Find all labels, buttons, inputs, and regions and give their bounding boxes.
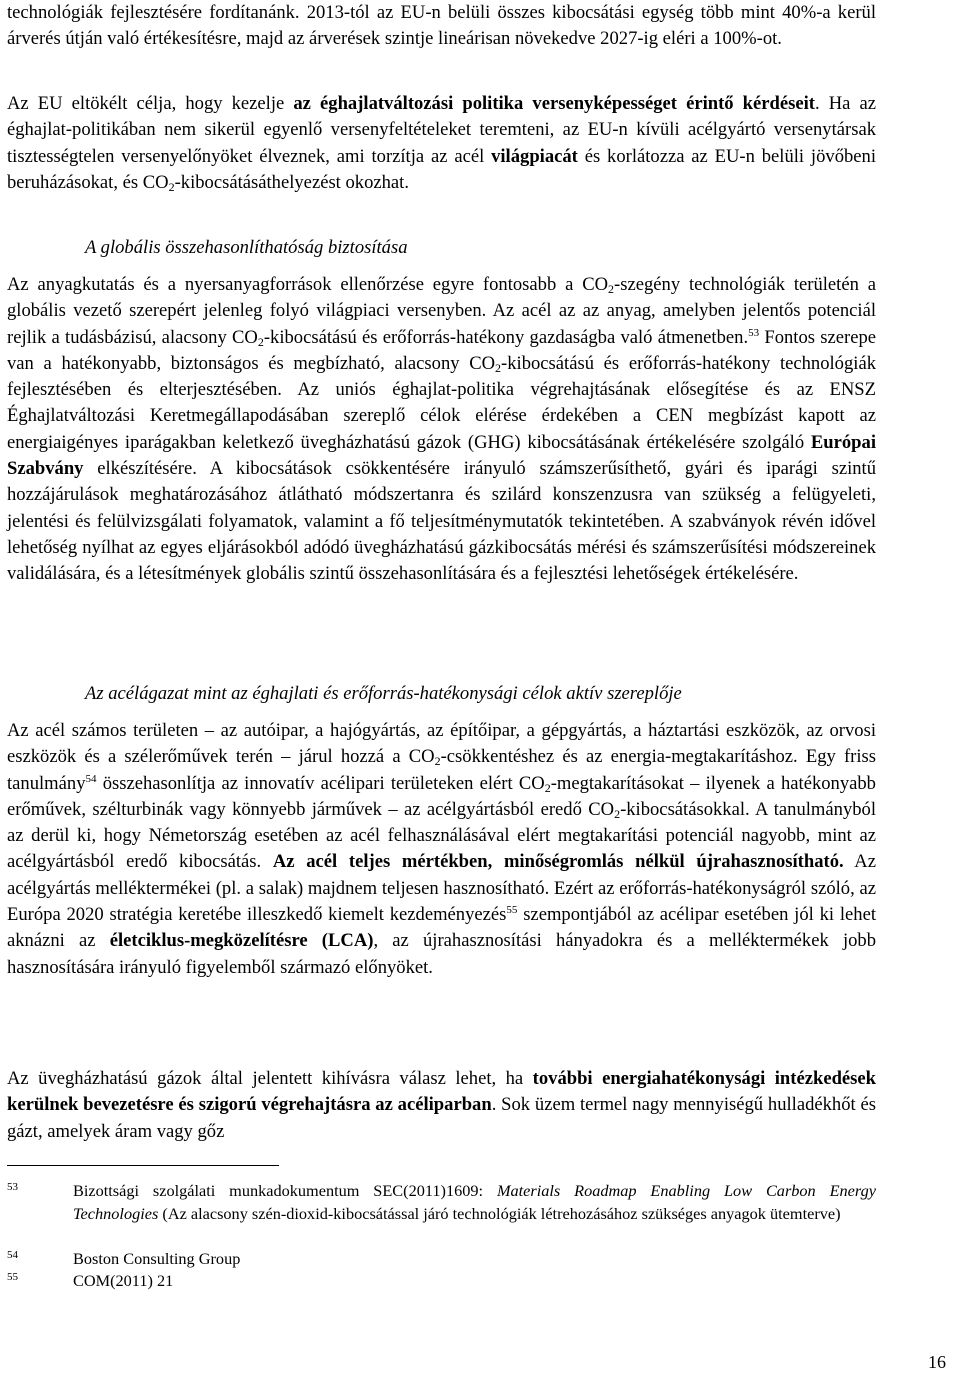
bold-phrase: Európai Szabvány: [7, 431, 876, 480]
section-heading-global-comparability: A globális összehasonlíthatóság biztosítása: [85, 237, 408, 258]
paragraph-text: Az anyagkutatás és a nyersanyagforrások ellenőrzése egyre fontosabb a CO: [7, 274, 609, 295]
paragraph-text: . Sok üzem termel nagy mennyiségű hulladékhőt és gázt, amelyek áram vagy gőz: [7, 1094, 876, 1142]
page-number: 16: [928, 1352, 946, 1372]
paragraph-text: -kibocsátású és erőforrás-hatékony gazdaságba való átmenetben.: [263, 326, 749, 348]
paragraph-text: elkészítésére. A kibocsátások csökkentésére irányuló számszerűsíthető, gyári és iparági szintű hozzájárulások meghatározásához átlátható módszertanra és szilárd konszenzusra van szükség a felügyeleti, jelentési és felülvizsgálati folyamatok, valamint a fő teljesítménymutatók tekintetében. A szabványok révén idővel lehetőség nyílhat az egyes eljárásokból adódó üvegházhatású gázkibocsátás mérési és számszerűsítési módszereinek validálására, és a létesítmények globális szintű összehasonlítására és a fejlesztési lehetőségek értékelésére.: [7, 458, 876, 585]
paragraph-text: Fontos szerepe van a hatékonyabb, biztonságos és megbízható, alacsony CO: [7, 326, 877, 374]
footnote-text: Boston Consulting Group: [73, 1249, 241, 1268]
paragraph-text: és korlátozza az EU-n belüli jövőbeni beruházásokat, és CO: [7, 145, 876, 193]
footnote-53: [0, 1180, 960, 1230]
paragraph-text: Az EU eltökélt célja, hogy kezelje: [7, 93, 294, 114]
subscript: 2: [614, 806, 621, 821]
bold-phrase: Az acél teljes mértékben, minőségromlás nélkül újrahasznosítható.: [272, 851, 844, 873]
bold-phrase: további energiahatékonysági intézkedések kerülnek bevezetésre és szigorú végrehajtásra az acéliparban: [7, 1068, 876, 1116]
footnote-54: [0, 1248, 960, 1270]
footnote-text-part: (Az alacsony szén-dioxid-kibocsátással járó technológiák létrehozásához szükséges anyagok ütemterve): [158, 1203, 841, 1223]
footnote-number: 54: [7, 1249, 18, 1261]
section-heading-steel-sector: Az acélágazat mint az éghajlati és erőforrás-hatékonysági célok aktív szereplője: [85, 683, 682, 704]
footnote-title-italic: Materials Roadmap Enabling Low Carbon Energy Technologies: [73, 1181, 876, 1223]
paragraph-text: technológiák fejlesztésére fordítanánk. 2013-tól az EU-n belüli összes kibocsátási egység több mint 40%-a kerül árverés útján való értékesítésre, majd az árverések szintje lineárisan növekedve 2027-ig eléri a 100%-ot.: [7, 2, 876, 50]
paragraph-text: -kibocsátásáthelyezést okozhat.: [174, 171, 410, 193]
paragraph-text: szempontjából az acélipar esetében jól ki lehet aknázni az: [7, 904, 876, 952]
subscript: 2: [257, 334, 264, 349]
footnote-text-part: Bizottsági szolgálati munkadokumentum SEC(2011)1609:: [73, 1181, 497, 1200]
paragraph-text: Az acél számos területen – az autóipar, a hajógyártás, az építőipar, a gépgyártás, a háztartási eszközök, az orvosi eszközök és a szélerőművek terén – járul hozzá a CO: [7, 720, 876, 768]
subscript: 2: [495, 360, 502, 375]
footnote-reference[interactable]: 55: [506, 904, 518, 917]
footnote-reference[interactable]: 54: [85, 772, 97, 785]
bold-phrase: életciklus-megközelítésre (LCA): [109, 930, 374, 952]
footnote-reference[interactable]: 53: [748, 326, 760, 339]
paragraph-text: -kibocsátásokkal. A tanulmányból az derül ki, hogy Németország esetében az acél felhasználásával elért megtakarítási potenciál nagyobb, mint az acélgyártásból eredő kibocsátás.: [7, 798, 876, 873]
footnote-text: COM(2011) 21: [73, 1271, 174, 1290]
subscript: 2: [544, 780, 551, 795]
subscript: 2: [168, 179, 175, 194]
footnote-text: [73, 1180, 876, 1225]
paragraph-text: -kibocsátású és erőforrás-hatékony technológiák fejlesztésében és elterjesztésében. Az uniós éghajlat-politika végrehajtásának elősegítése és az ENSZ Éghajlatváltozási Keretmegállapodásában szereplő célok elérése érdekében a CEN megbízást kapott az energiaigényes iparágakban keletkező üvegházhatású gázok (GHG) kibocsátásának értékelésére szolgáló: [7, 352, 876, 453]
paragraph-energy-efficiency: [7, 1066, 876, 1145]
paragraph-text: összehasonlítja az innovatív acélipari területeken elért CO: [96, 772, 545, 794]
paragraph-steel-role: [7, 718, 876, 981]
paragraph-text: -szegény technológiák területén a globális vezető szerepért jelenleg folyó világpiaci versenyben. Az acél az az anyag, amelyben jelentős potenciál rejlik a tudásbázisú, alacsony CO: [7, 274, 876, 348]
footnote-separator: [7, 1165, 279, 1166]
bold-phrase: világpiacát: [491, 145, 578, 167]
paragraph-text: . Ha az éghajlat-politikában nem sikerül egyenlő versenyfeltételeket teremteni, az EU-n kívüli acélgyártó versenytársak tisztességtelen versenyelőnyöket élveznek, ami torzítja az acél: [7, 93, 876, 167]
footnote-number: 55: [7, 1271, 18, 1283]
bold-phrase: az éghajlatváltozási politika versenyképességet érintő kérdéseit: [293, 93, 815, 114]
footnote-55: [0, 1270, 960, 1292]
paragraph-competitiveness: [7, 91, 876, 196]
paragraph-text: -megtakarításokat – ilyenek a hatékonyabb erőművek, szélturbinák vagy könnyebb járművek – az acélgyártásból eredő CO: [7, 772, 876, 820]
paragraph-text: , az újrahasznosítási hányadokra és a melléktermékek jobb hasznosítására irányuló figyelemből származó előnyöket.: [7, 930, 876, 978]
subscript: 2: [608, 282, 615, 296]
footnote-number: 53: [7, 1181, 18, 1193]
paragraph-text: Az acélgyártás melléktermékei (pl. a salak) majdnem teljesen hasznosítható. Ezért az erőforrás-hatékonyságról szóló, az Európa 2020 stratégia keretébe illeszkedő kiemelt kezdeményezés: [7, 851, 876, 926]
paragraph-text: Az üvegházhatású gázok által jelentett kihívásra válasz lehet, ha: [7, 1068, 533, 1089]
paragraph-standards: [7, 272, 876, 588]
paragraph-text: -csökkentéshez és az energia-megtakarításhoz. Egy friss tanulmány: [7, 746, 876, 794]
paragraph-intro: [7, 0, 876, 53]
subscript: 2: [434, 754, 441, 769]
